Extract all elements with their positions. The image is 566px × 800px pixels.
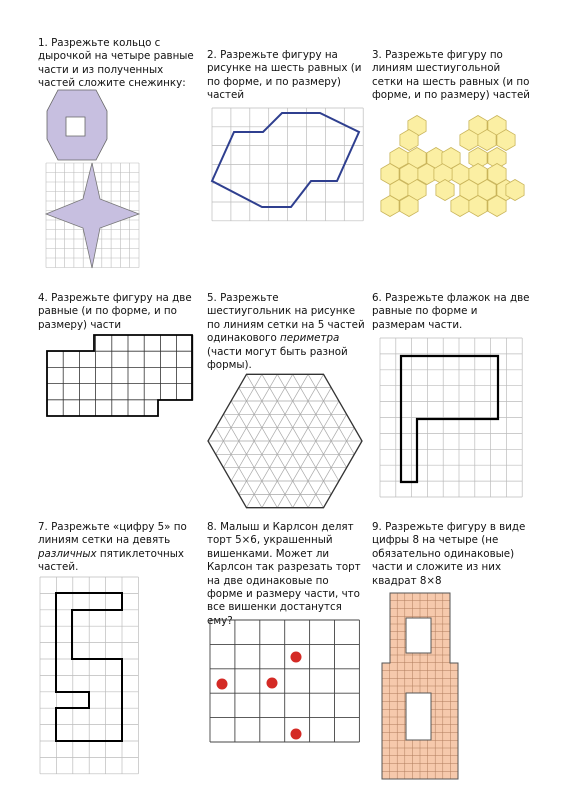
task-8-statement: 8. Малыш и Карлсон делят торт 5×6, украшенный вишенками. Может ли Карлсон так разрезать торт на две одинаковые по форме и размеру части, что все вишенки достанутся ему? [207, 521, 361, 627]
task-2-statement: 2. Разрежьте фигуру на рисунке на шесть равных (и по форме, и по размеру) частей [207, 49, 362, 102]
emphasis-different: различных [38, 547, 97, 560]
task-7-statement: 7. Разрежьте «цифру 5» по линиям сетки на девять различных пятиклеточных частей. [38, 521, 187, 574]
task-5-statement: 5. Разрежьте шестиугольник на рисунке по линиям сетки на 5 частей одинакового периметра (части могут быть разной формы). [207, 292, 365, 372]
task-1-statement: 1. Разрежьте кольцо с дырочкой на четыре равные части и из полученных частей сложите снежинку: [38, 37, 194, 90]
task-6-statement: 6. Разрежьте флажок на две равные по форме и размерам части. [372, 292, 530, 331]
task-4-statement: 4. Разрежьте фигуру на две равные (и по форме, и по размеру) части [38, 292, 192, 331]
task-9-statement: 9. Разрежьте фигуру в виде цифры 8 на четыре (не обязательно одинаковые) части и сложите из них квадрат 8×8 [372, 521, 526, 587]
task-3-statement: 3. Разрежьте фигуру по линиям шестиугольной сетки на шесть равных (и по форме, и по размеру) частей [372, 49, 530, 102]
emphasis-perimeter: периметра [280, 332, 340, 345]
